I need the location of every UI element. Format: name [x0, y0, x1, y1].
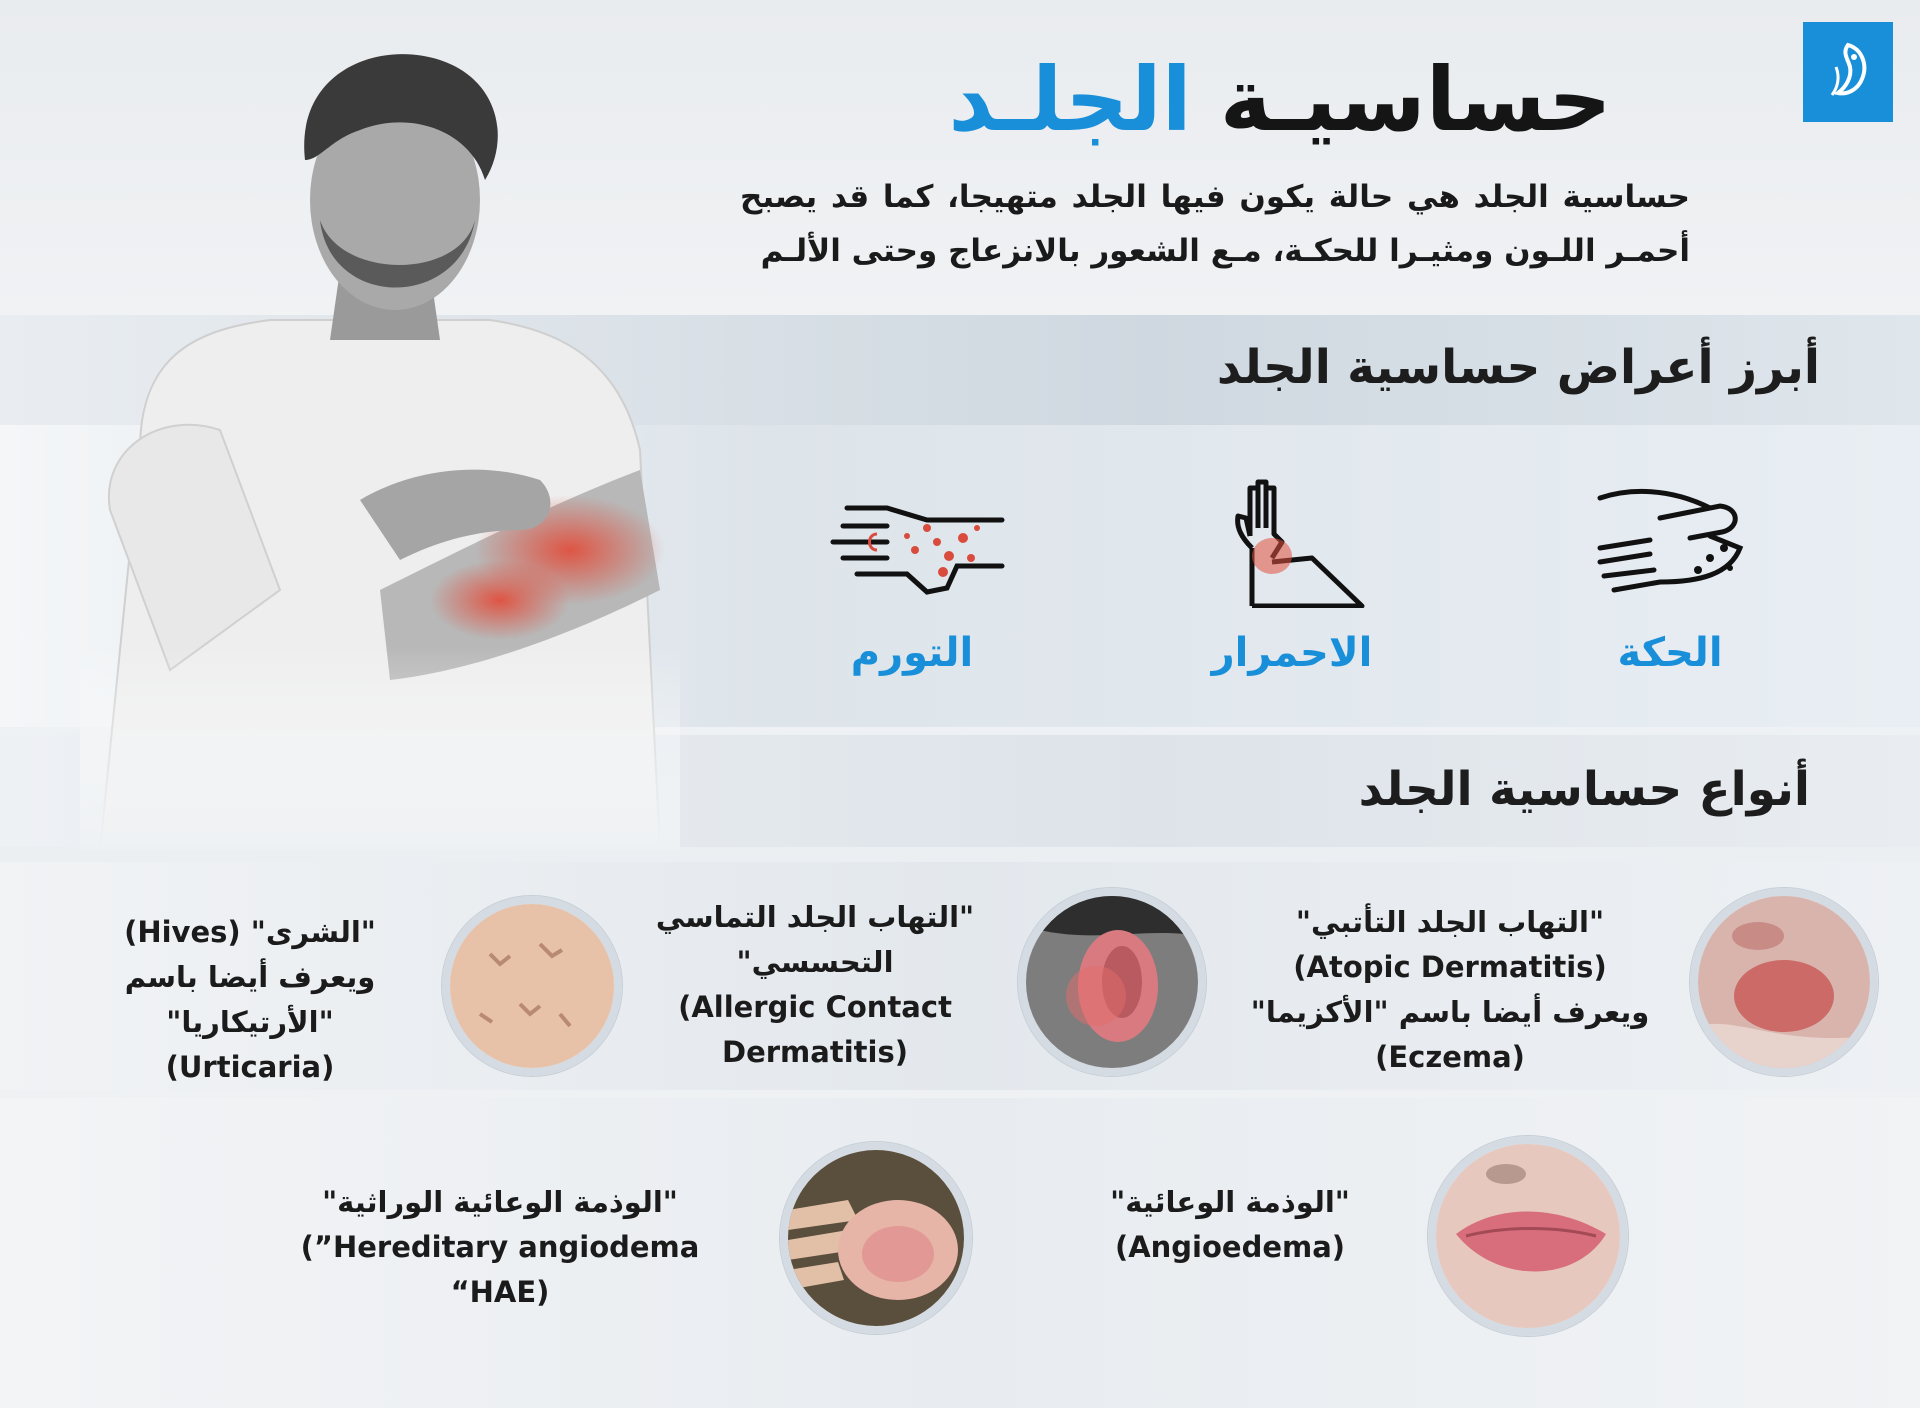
title-blue-part: الجلـد	[948, 48, 1192, 151]
page-title	[880, 40, 1680, 160]
symptom-label: الحكة	[1617, 630, 1723, 676]
swelling-hand-icon	[817, 478, 1007, 608]
type-hereditary-angioedema	[250, 1180, 750, 1315]
type-alias: "الأرتيكاريا" (Urticaria)	[165, 1005, 335, 1084]
type-alias-en: (Eczema)	[1375, 1040, 1525, 1074]
title-black-part: حساسيـة	[1219, 48, 1612, 151]
symptom-itching	[1540, 478, 1800, 676]
type-atopic-dermatitis	[1230, 900, 1670, 1080]
type-name-ar: "الوذمة الوعائية"	[1110, 1185, 1350, 1219]
hereditary-angioedema-photo	[780, 1142, 972, 1334]
type-name-en-cont: Dermatitis)	[722, 1035, 908, 1069]
atopic-dermatitis-photo	[1690, 888, 1878, 1076]
aljazeera-logo-icon	[1818, 37, 1878, 107]
symptoms-title: أبرز أعراض حساسية الجلد	[1216, 340, 1820, 395]
type-alias-intro: ويعرف أيضا باسم	[124, 960, 376, 994]
type-alias-ar: ويعرف أيضا باسم "الأكزيما"	[1250, 995, 1650, 1029]
itching-hands-icon	[1590, 478, 1750, 608]
brand-logo	[1803, 22, 1893, 122]
intro-paragraph: حساسية الجلد هي حالة يكون فيها الجلد متهيجا، كما قد يصبح أحمـر اللـون ومثيـرا للحكـة، مـع الشعور بالانزعاج وحتى الألـم	[740, 179, 1690, 269]
type-name-en: (Allergic Contact	[678, 990, 952, 1024]
type-name-en: (Angioedema)	[1114, 1230, 1346, 1264]
type-name-en: (Atopic Dermatitis)	[1293, 950, 1607, 984]
symptom-redness	[1162, 478, 1422, 676]
hives-photo	[442, 896, 622, 1076]
type-name-ar: "التهاب الجلد التماسي	[655, 900, 975, 934]
angioedema-photo	[1428, 1136, 1628, 1336]
type-angioedema	[1060, 1180, 1400, 1270]
symptom-swelling	[782, 478, 1042, 676]
type-name-ar: "التهاب الجلد التأتبي"	[1295, 905, 1605, 939]
symptom-label: الاحمرار	[1211, 630, 1373, 676]
type-allergic-contact-dermatitis	[640, 895, 990, 1075]
man-scratching-arm-photo	[80, 30, 680, 850]
type-name-ar-cont: التحسسي"	[736, 945, 894, 979]
allergic-contact-dermatitis-photo	[1018, 888, 1206, 1076]
symptom-label: التورم	[850, 630, 974, 676]
type-name: "الشرى" (Hives)	[124, 915, 376, 949]
type-name-en: (”Hereditary angiodema “HAE)	[300, 1230, 700, 1309]
type-hives	[80, 910, 420, 1090]
types-title: أنواع حساسية الجلد	[1358, 762, 1810, 817]
redness-hand-icon	[1212, 478, 1372, 608]
type-name-ar: "الوذمة الوعائية الوراثية"	[322, 1185, 678, 1219]
